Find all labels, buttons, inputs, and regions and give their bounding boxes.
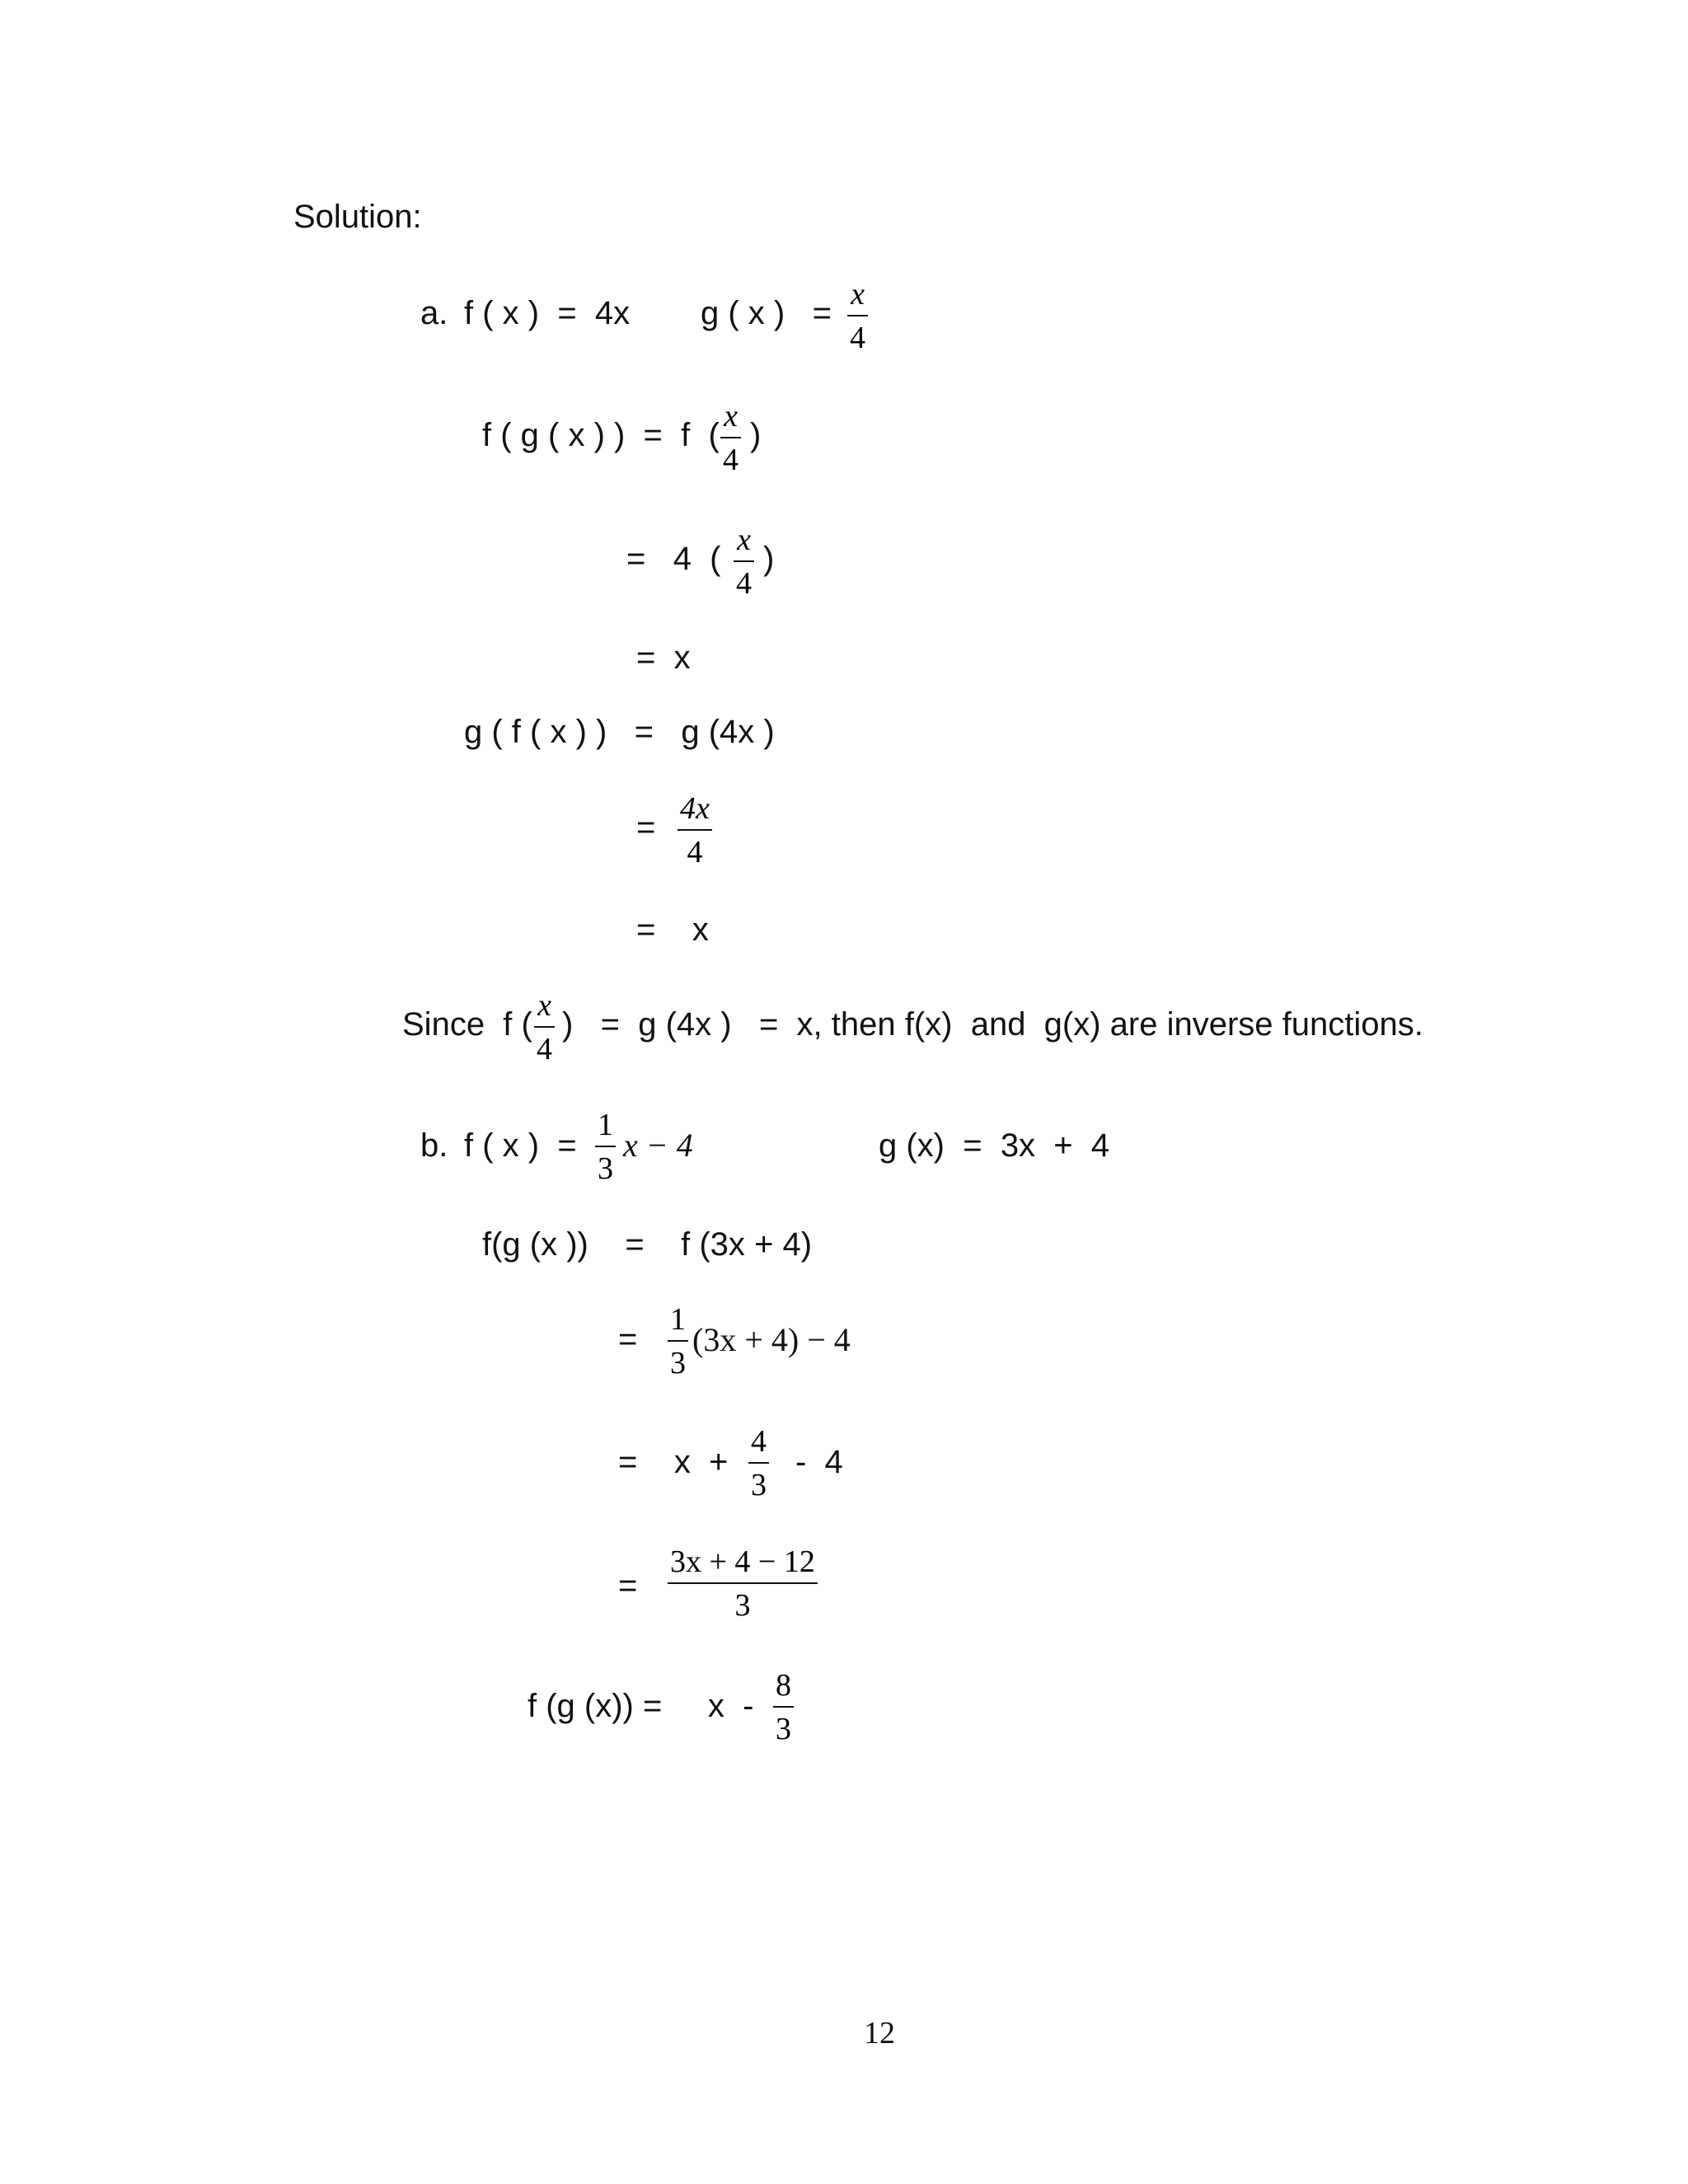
fraction-bar [668,1340,688,1342]
part-b-step3-eq: = [618,1568,638,1604]
part-a-step2: = x [636,640,691,676]
numerator: x [724,399,738,434]
part-a-gf-lhs: g ( f ( x ) ) = g (4x ) [464,714,775,750]
part-b-g-definition: g (x) = 3x + 4 [879,1127,1110,1164]
part-a-f-definition: f ( x ) = 4x [464,295,631,331]
fraction-bar [534,1026,555,1028]
denominator: 4 [537,1032,552,1066]
part-a-fg-fraction [720,401,741,476]
part-b-step1-fraction [668,1304,688,1379]
part-b-f-fraction [595,1109,616,1184]
numerator: 1 [670,1302,686,1337]
denominator: 3 [670,1346,686,1380]
denominator: 4 [736,566,752,601]
page-number: 12 [864,2016,895,2050]
part-a-step4: = x [636,912,709,948]
fraction-bar [678,829,712,831]
part-a-step1-fraction [734,524,754,599]
denominator: 3 [751,1468,767,1502]
numerator: x [851,277,865,312]
fraction-bar [748,1462,769,1464]
part-a-fg-close: ) [750,417,762,453]
conclusion-rest: ) = g (4x ) = x, then f(x) and g(x) are inverse functions. [562,1006,1423,1043]
fraction-bar [773,1706,794,1708]
fraction-bar [668,1582,818,1584]
numerator: x [737,523,751,557]
fraction-bar [720,437,741,438]
part-a-g-fraction [847,279,868,354]
part-b-step2-fraction [748,1426,769,1501]
conclusion-fraction [534,990,555,1065]
fraction-bar [734,560,754,562]
part-b-fg-line: f(g (x )) = f (3x + 4) [482,1226,813,1263]
part-a-step1-close: ) [763,541,775,577]
part-b-step2-rest: - 4 [795,1444,843,1480]
part-b-result-prefix: f (g (x)) = x - [528,1688,754,1724]
denominator: 4 [687,835,703,869]
part-a-g-definition: g ( x ) = [701,295,832,331]
part-a-step1-prefix: = 4 ( [626,541,721,577]
denominator: 3 [776,1712,791,1746]
part-b-step3-fraction [668,1546,818,1621]
numerator: 3x + 4 − 12 [670,1544,815,1579]
conclusion-prefix: Since f ( [402,1006,532,1043]
part-a-label: a. [420,295,448,331]
part-b-result-fraction [773,1670,794,1745]
part-b-f-definition-prefix: f ( x ) = [464,1127,577,1164]
denominator: 4 [723,443,738,477]
part-b-f-definition-rest: x − 4 [623,1127,693,1164]
numerator: 4 [751,1424,767,1459]
fraction-bar [847,315,868,316]
fraction-bar [595,1146,616,1147]
part-a-step3-eq: = [636,809,656,846]
numerator: 8 [776,1668,791,1703]
part-b-step2-prefix: = x + [618,1444,729,1480]
part-b-step1-rest: (3x + 4) − 4 [692,1321,851,1358]
denominator: 3 [734,1588,751,1623]
part-b-step1-eq: = [618,1321,638,1357]
denominator: 4 [850,321,865,355]
numerator: x [537,988,551,1023]
part-a-step3-fraction [678,793,712,868]
numerator: 4x [680,791,710,826]
part-b-label: b. [420,1127,448,1164]
denominator: 3 [598,1151,613,1186]
numerator: 1 [598,1108,613,1142]
part-a-fg-lhs: f ( g ( x ) ) = f ( [482,417,720,453]
solution-heading: Solution: [293,199,422,235]
